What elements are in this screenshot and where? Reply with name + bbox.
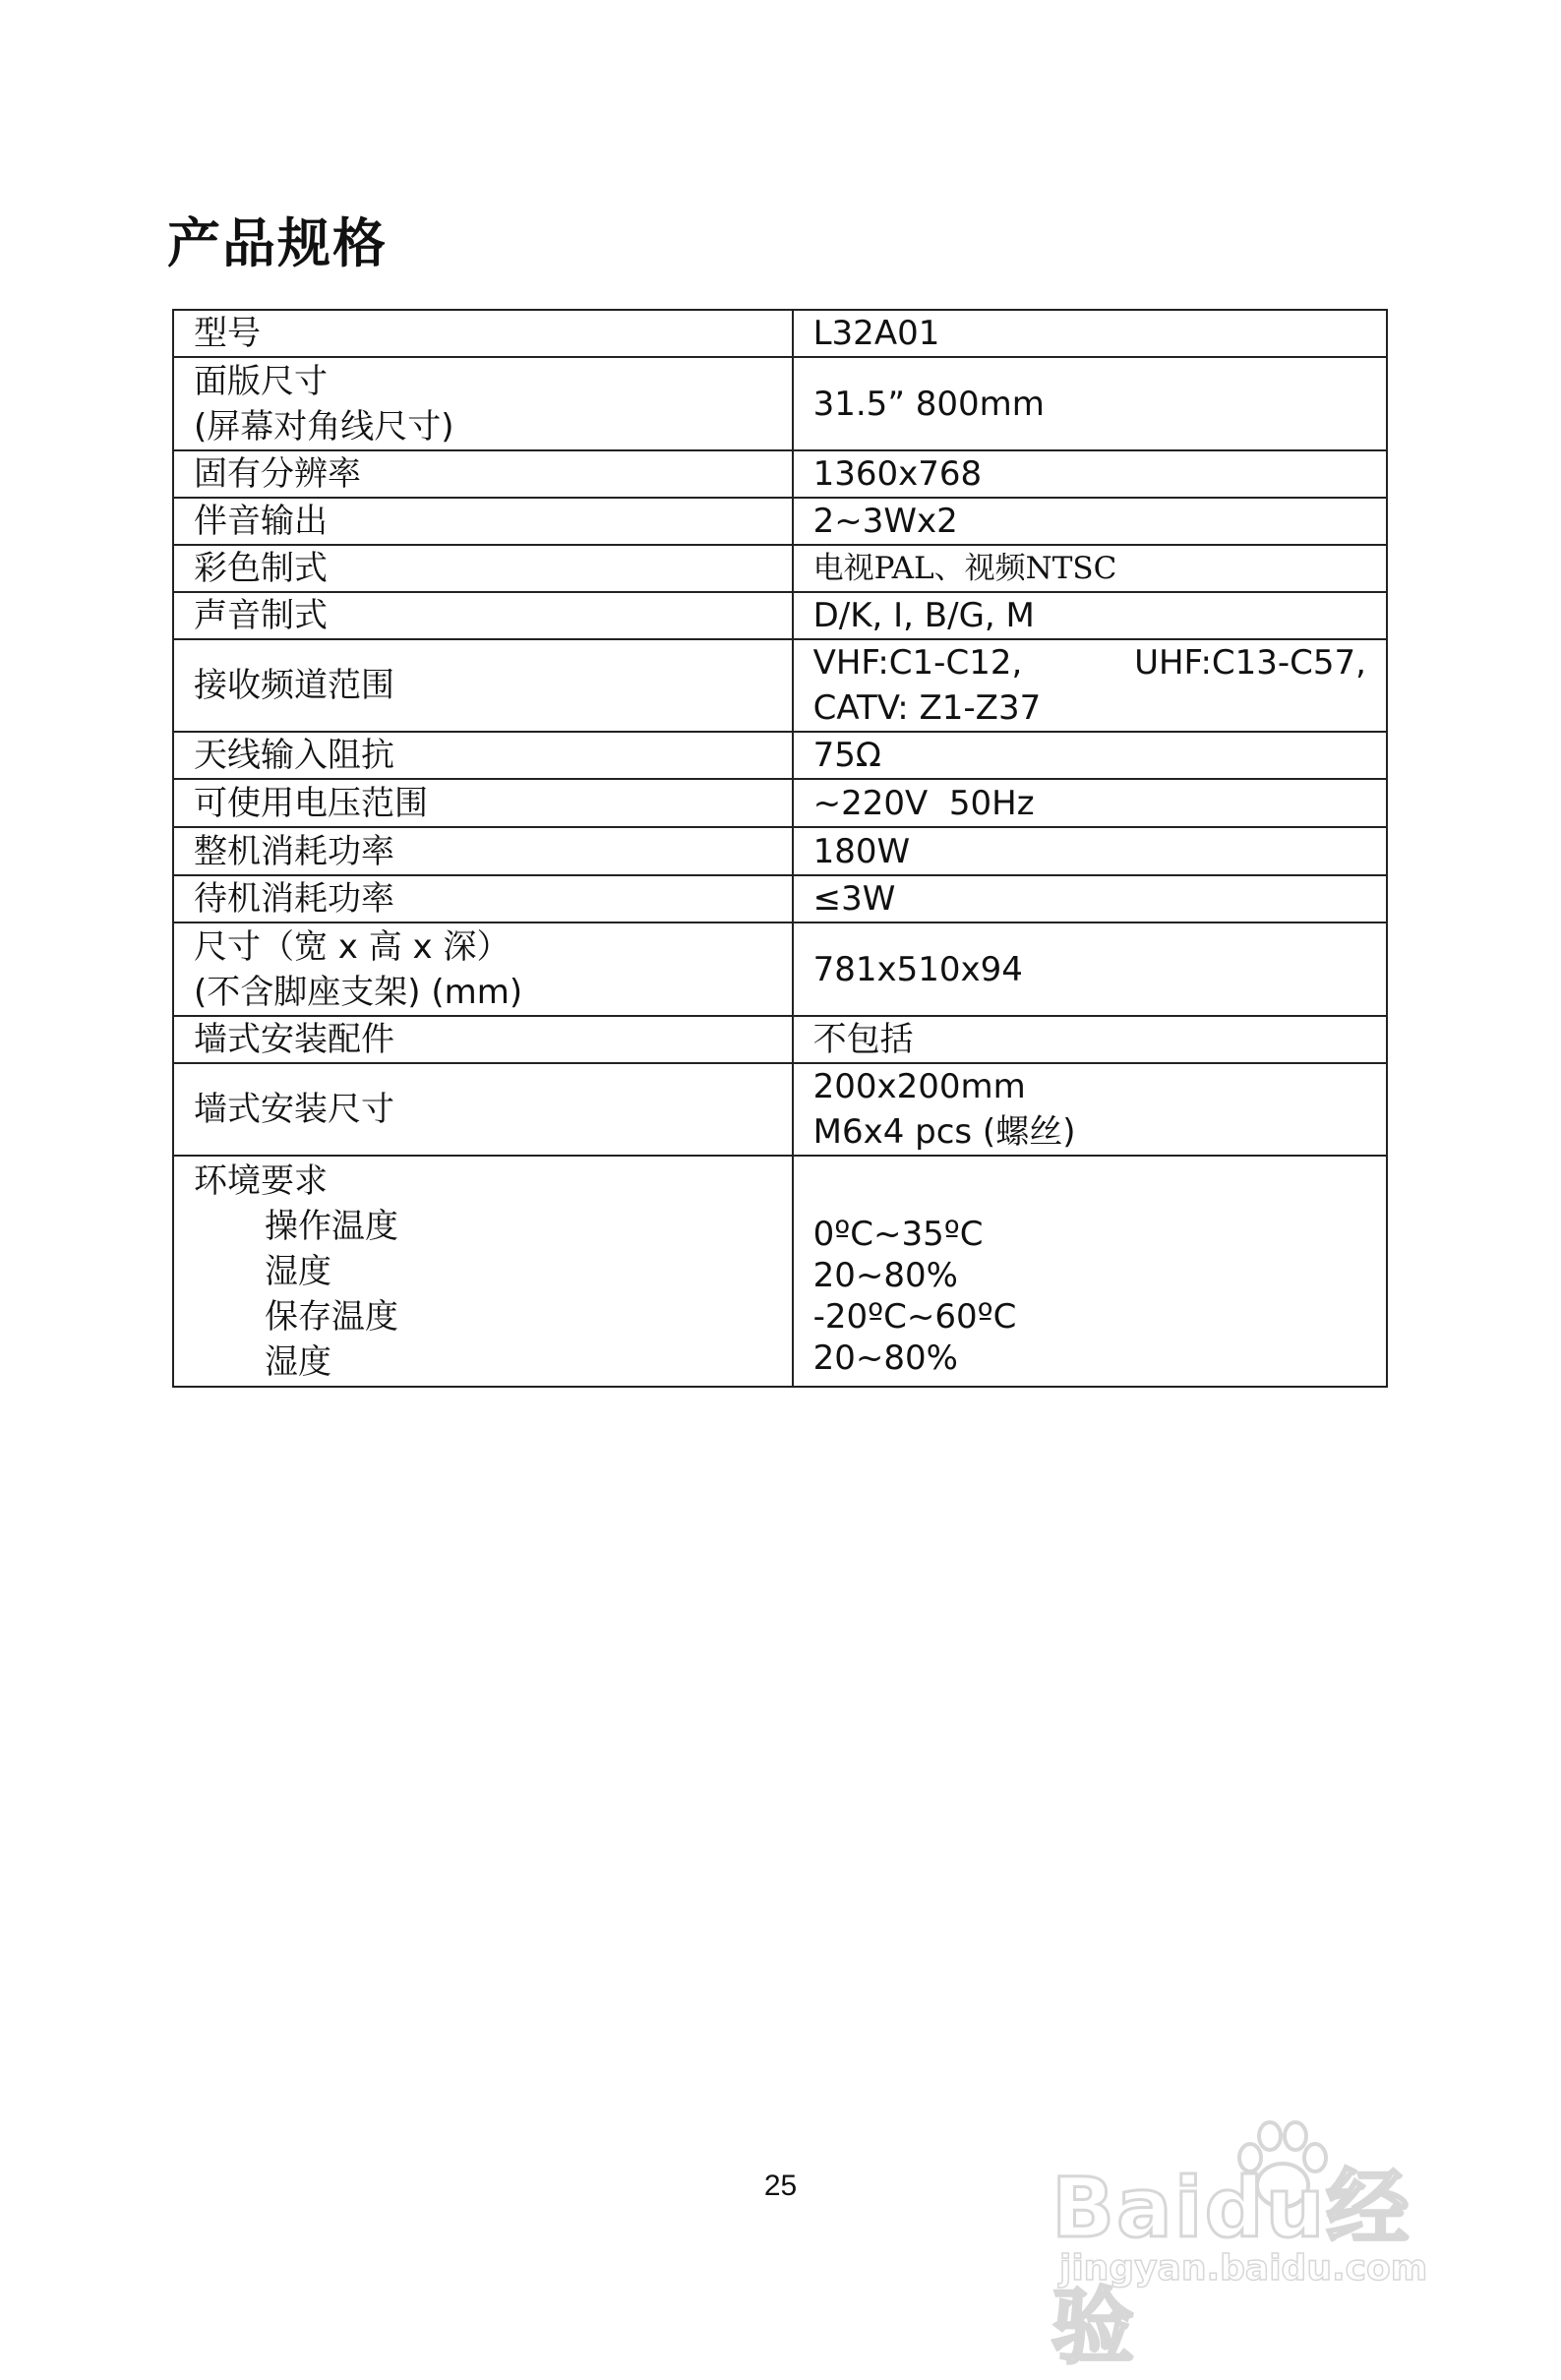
table-row: [173, 357, 1387, 450]
frequency-band-line: VHF:C1-C12, UHF:C13-C57,: [812, 643, 1366, 683]
table-row: [173, 1016, 1387, 1063]
table-row: [173, 875, 1387, 922]
spec-label: 待机消耗功率: [173, 875, 793, 922]
spec-label: 整机消耗功率: [173, 827, 793, 875]
table-row: [173, 732, 1387, 779]
table-row: [173, 498, 1387, 545]
spec-table: [172, 309, 1388, 1388]
spec-label: 型号: [173, 310, 793, 357]
table-row: [173, 310, 1387, 357]
table-row: [173, 779, 1387, 827]
spec-value: VHF:C1-C12, UHF:C13-C57, CATV: Z1-Z37: [793, 639, 1387, 732]
spec-label: 接收频道范围: [173, 639, 793, 732]
table-row: [173, 545, 1387, 592]
spec-label: 环境要求 操作温度 湿度 保存温度 湿度: [173, 1156, 793, 1387]
table-row: [173, 827, 1387, 875]
spec-label: 声音制式: [173, 592, 793, 639]
table-row: [173, 639, 1387, 732]
spec-value: ≤3W: [793, 875, 1387, 922]
table-row: [173, 922, 1387, 1016]
spec-value: D/K, I, B/G, M: [793, 592, 1387, 639]
spec-value: 75Ω: [793, 732, 1387, 779]
table-row: [173, 450, 1387, 498]
table-row: [173, 1156, 1387, 1387]
table-row: [173, 592, 1387, 639]
spec-value: 2~3Wx2: [793, 498, 1387, 545]
spec-value: 0ºC~35ºC 20~80% -20ºC~60ºC 20~80%: [793, 1156, 1387, 1387]
watermark-url: jingyan.baidu.com: [1059, 2248, 1428, 2289]
spec-value: 781x510x94: [793, 922, 1387, 1016]
spec-label: 墙式安装尺寸: [173, 1063, 793, 1156]
spec-value: 不包括: [793, 1016, 1387, 1063]
page-number: 25: [763, 2170, 798, 2202]
spec-label: 可使用电压范围: [173, 779, 793, 827]
spec-label: 尺寸（宽 x 高 x 深） (不含脚座支架) (mm): [173, 922, 793, 1016]
spec-value: 1360x768: [793, 450, 1387, 498]
watermark: [1051, 2114, 1484, 2375]
spec-label: 面版尺寸 (屏幕对角线尺寸): [173, 357, 793, 450]
spec-value: 电视PAL、视频NTSC: [793, 545, 1387, 592]
spec-label: 墙式安装配件: [173, 1016, 793, 1063]
spec-label: 彩色制式: [173, 545, 793, 592]
spec-value: ~220V 50Hz: [793, 779, 1387, 827]
spec-value: 31.5” 800mm: [793, 357, 1387, 450]
spec-value: L32A01: [793, 310, 1387, 357]
table-row: [173, 1063, 1387, 1156]
spec-label: 伴音输出: [173, 498, 793, 545]
spec-label: 固有分辨率: [173, 450, 793, 498]
spec-label: 天线输入阻抗: [173, 732, 793, 779]
spec-value: 180W: [793, 827, 1387, 875]
spec-value: 200x200mm M6x4 pcs (螺丝): [793, 1063, 1387, 1156]
page-title: 产品规格: [167, 212, 388, 274]
watermark-brand: Baidu经验: [1051, 2160, 1411, 2375]
